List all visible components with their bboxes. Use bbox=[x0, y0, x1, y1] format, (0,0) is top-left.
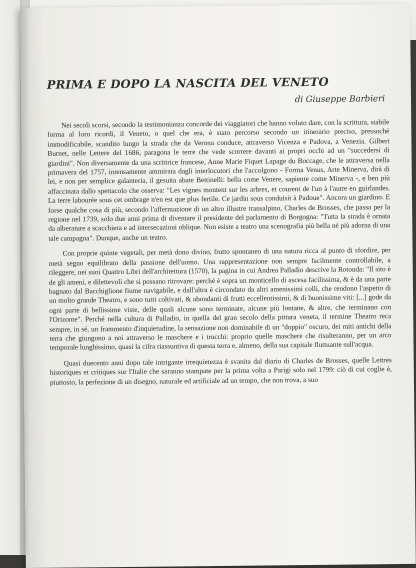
article bbox=[47, 74, 392, 392]
book-page bbox=[20, 4, 416, 568]
paragraph-1: Nei secoli scorsi, secondo la testimonianza concorde dei viaggiatori che hanno voluto dare, con la scrittura, stabile forma al loro ricordi, il Veneto, o quel che era, è stato percorso secondo un itinerario preciso, pressoché immodificabile, scandito lungo la strada che da Verona conduce, attraverso Vicenza e Padova, a Venezia. Gilbert Burnet, nelle Lettere del 1686, paragona le terre che vede scorrere davanti ai propri occhi ad un "succedersi di giardini". Non diversamente da una scrittrice francese, Anne Marie Fiquet Lapage du Boccage, che le attraversa nella primavera del 1757, intensamente ammirata dagli interlocutori che l'accolgono - Forma Venus, Arte Minerva, dirà di lei, e non per semplice galanteria, il gesuita abate Bettinelli: bella come Venere, sapiente come Minerva -, e ben più affaccinata dallo spettacolo che osserva: "Les vignes montent sur les arbres, et courent de l'un à l'autre en guirlandes. La terre labourée sous cet ombrage n'en est que plus fertile. Ce jardin sous conduisit à Padoue". Ancora un giardino. E forse qualche cosa di più, secondo l'affermazione di un altro illustre transalpino, Charles de Brosses, che passa per la regione nel 1739, solo due anni prima di diventare il presidente del parlamento di Borgogna: "Tutta la strada è ornata da alberature a scacchiera e ad intersecazioni oblique. Non esiste a teatro una scenografia più bella né più adorna di una tale campagna". Dunque, anche un teatro. bbox=[47, 118, 391, 243]
page-fold-shadow bbox=[20, 0, 30, 555]
article-author: di Giuseppe Barbieri bbox=[294, 94, 386, 106]
article-body bbox=[47, 118, 392, 388]
article-title: PRIMA E DOPO LA NASCITA DEL VENETO bbox=[46, 74, 329, 92]
paragraph-2: Con proprie quinte vegetali, per metà dono divino, frutto spontaneo di una natura ricca al punto di sfordire, per metà segno equilibrato della passione dell'uomo. Una rappresentazione non sempre facilmente controllabile, a rileggere, nei suoi Quattro Libri dell'architettura (1570), la pagina in cui Andrea Palladio descrive la Rotonda: "Il sito è de gli ameni, e dilettevoli che si possano ritrovare: perché è sopra un monticello di ascesa facilissima, & è da una parte bagnato dal Bacchiglione fiume navigabile, e dall'altra è circondato da altri amenissimi colli, che rendono l'aspetto di un molto grande Theatro, e sono tutti coltivati, & abondanti di frutti eccellentissimi, & di buonissime viti: [...] gode da ogni parte di bellissime viste, delle quali alcune sono terminate, alcune più lontane, & altre, che terminano con l'Orizonte". Perché nella cultura di Palladio, in quella del gran secolo della pittura veneta, il termine Theatro reca sempre, in sé, un frammento d'inquietudine, la sensazione non dominabile di un "doppio" oscuro, dei miti antichi della terra che giungono a noi attraverso le maschere e i trucchi: proprio quelle maschere che risulteranno, per un arco temporale lunghissimo, quasi la cifra riassuntiva di questa terra e, almeno, della sua capitale fluttuante sull'acqua. bbox=[48, 246, 392, 353]
paragraph-3: Quasi duecento anni dopo tale intrigante irrequietezza è svanita dal diario di Charles de Brosses, quelle Lettres historiques et critiques sur l'Italie che saranno stampate per la prima volta a Parigi solo nel 1799: ciò di cui coglie è, piuttosto, la perfezione di un disegno, naturale ed artificiale ad un tempo, che non trova, a suo bbox=[49, 355, 392, 387]
